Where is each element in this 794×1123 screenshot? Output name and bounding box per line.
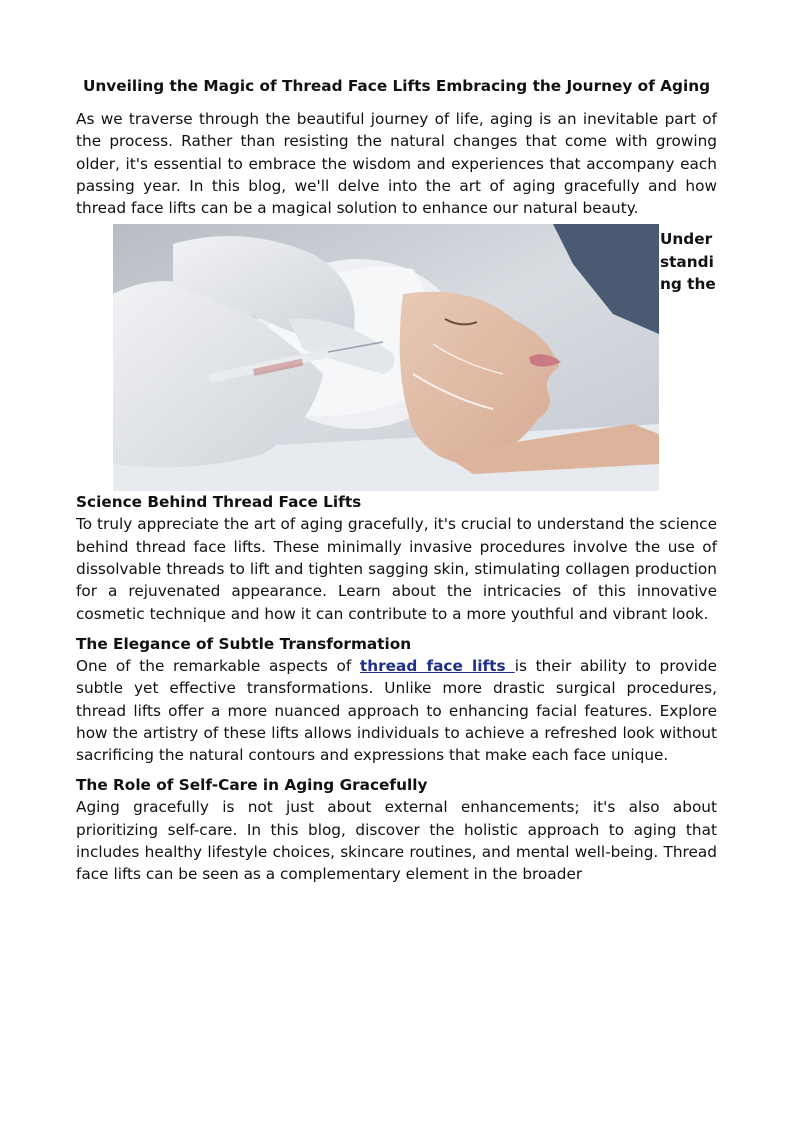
document-page	[76, 0, 717, 886]
section-heading-self-care: The Role of Self-Care in Aging Gracefully	[76, 776, 428, 795]
image-with-side-heading	[76, 224, 717, 491]
section-paragraph-science: To truly appreciate the art of aging gracefully, it's crucial to understand the science behind thread face lifts. These minimally invasive procedures involve the use of dissolvable threads to lift and tighten sagging skin, stimulating collagen production for a rejuvenated appearance. Learn about the intricacies of this innovative cosmetic technique and how it can contribute to a more youthful and vibrant look.	[76, 515, 717, 623]
intro-paragraph: As we traverse through the beautiful journey of life, aging is an inevitable part of the process. Rather than resisting the natural changes that come with growing older, it's essential to embrace the wisdom and experiences that accompany each passing year. In this blog, we'll delve into the art of aging gracefully and how thread face lifts can be a magical solution to enhance our natural beauty.	[76, 110, 717, 218]
paragraph-text: One of the remarkable aspects of	[76, 656, 360, 675]
section-paragraph-elegance	[76, 655, 717, 766]
paragraph-text: is their ability to provide subtle yet effective transformations. Unlike more drastic surgical procedures, thread lifts offer a more nuanced approach to enhancing facial features. Explore how the artistry of these lifts allows individuals to achieve a refreshed look without sacrificing the natural contours and expressions that make each face unique.	[76, 656, 717, 765]
thread-face-lifts-link[interactable]: thread face lifts	[359, 656, 515, 675]
page-title: Unveiling the Magic of Thread Face Lifts Embracing the Journey of Aging	[82, 77, 711, 95]
side-heading	[660, 228, 718, 295]
side-heading-line: Under	[660, 230, 713, 249]
side-heading-line: ng the	[660, 275, 716, 294]
section-heading-elegance: The Elegance of Subtle Transformation	[76, 634, 412, 653]
thread-lift-procedure-photo	[113, 224, 659, 491]
section-paragraph-self-care: Aging gracefully is not just about external enhancements; it's also about prioritizing self-care. In this blog, discover the holistic approach to aging that includes healthy lifestyle choices, skincare routines, and mental well-being. Thread face lifts can be seen as a complementary element in the broader	[76, 798, 717, 884]
side-heading-line: standi	[660, 252, 714, 271]
section-heading-science: Science Behind Thread Face Lifts	[76, 493, 362, 512]
